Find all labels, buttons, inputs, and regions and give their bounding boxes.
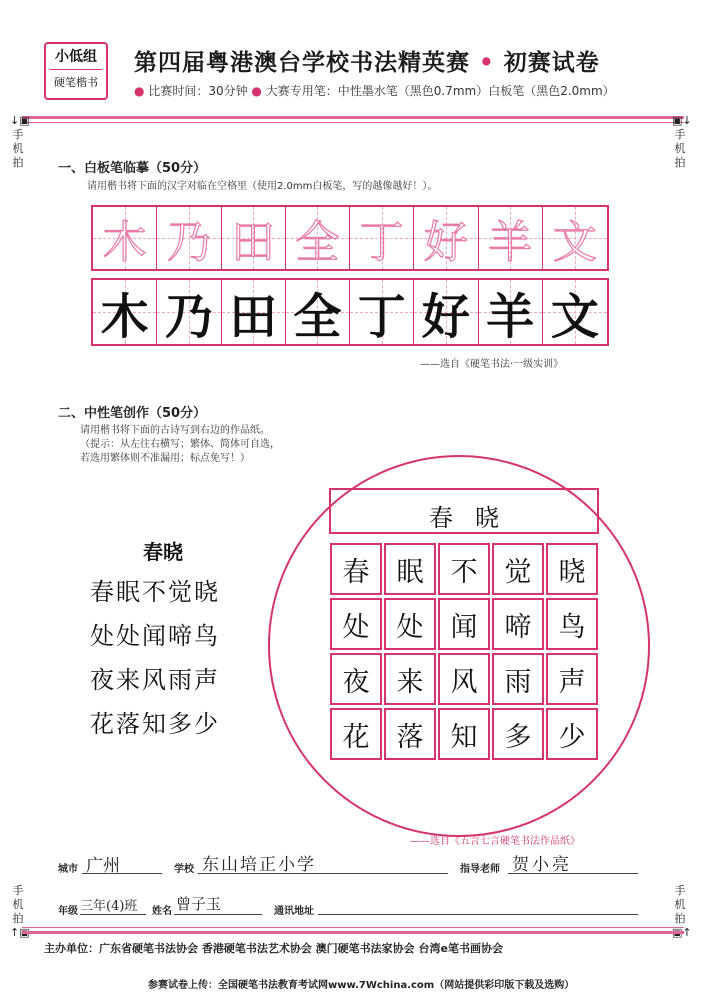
writing-cell[interactable]: 全 <box>286 280 350 344</box>
arrow-down-icon: ▣↓ <box>672 114 692 127</box>
writing-grid-row <box>91 278 609 346</box>
bullet-icon: ● <box>134 84 145 98</box>
group-label: 小低组 <box>55 49 97 65</box>
page-title <box>134 44 600 77</box>
artwork-cell[interactable]: 不 <box>438 543 490 595</box>
trace-cell[interactable]: 羊 <box>479 207 543 269</box>
city-value: 广州 <box>86 856 120 876</box>
name-label: 姓名 <box>152 906 172 917</box>
artwork-cell[interactable]: 春 <box>330 543 382 595</box>
trace-cell[interactable]: 田 <box>222 207 286 269</box>
header-rule-thin <box>22 122 684 123</box>
footer-rule-thick <box>22 931 684 934</box>
arrow-up-icon: ↑▣ <box>10 926 30 939</box>
writing-cell[interactable]: 乃 <box>157 280 221 344</box>
artwork-cell[interactable]: 鸟 <box>546 598 598 650</box>
side-text: 手机拍 <box>674 884 686 925</box>
teacher-value: 贺小亮 <box>512 855 572 875</box>
writing-cell[interactable]: 田 <box>222 280 286 344</box>
artwork-cell[interactable]: 雨 <box>492 653 544 705</box>
camera-icon: ▣ <box>19 926 30 939</box>
side-label-top-right <box>672 114 692 170</box>
artwork-cell[interactable]: 知 <box>438 708 490 760</box>
section1-heading: 一、白板笔临摹（50分） <box>58 161 207 176</box>
poem-line: 花落知多少 <box>90 710 220 738</box>
bullet-icon: ● <box>251 84 262 98</box>
header-rule-thick <box>22 116 684 119</box>
exam-info <box>134 82 615 99</box>
arrow-down-icon: ↓▣ <box>10 114 30 127</box>
arrow-up-icon: ▣↑ <box>672 926 692 939</box>
camera-icon: ▣ <box>672 926 683 939</box>
writing-cell[interactable]: 木 <box>93 280 157 344</box>
section2-instruction-2: （提示：从左往右横写；繁体、简体可自选， <box>80 439 280 450</box>
side-text: 手机拍 <box>12 128 24 169</box>
artwork-cell[interactable]: 声 <box>546 653 598 705</box>
poem-line: 处处闻啼鸟 <box>90 622 220 650</box>
side-label-top-left <box>10 114 30 170</box>
artwork-cell[interactable]: 风 <box>438 653 490 705</box>
artwork-title: 春晓 <box>429 504 521 532</box>
upload-footer: 参赛试卷上传：全国硬笔书法教育考试网www.7Wchina.com（网站提供彩印版下载及选购） <box>148 980 575 991</box>
poem-line: 夜来风雨声 <box>90 666 220 694</box>
artwork-cell[interactable]: 闻 <box>438 598 490 650</box>
trace-cell[interactable]: 木 <box>93 207 157 269</box>
section2-heading: 二、中性笔创作（50分） <box>58 406 207 421</box>
exam-pen: 大赛专用笔：中性墨水笔（黑色0.7mm）白板笔（黑色2.0mm） <box>265 84 615 98</box>
section2-source: ——选自《五言七言硬笔书法作品纸》 <box>410 836 580 847</box>
group-sub-label: 硬笔楷书 <box>54 76 98 89</box>
artwork-cell[interactable]: 来 <box>384 653 436 705</box>
artwork-cell[interactable]: 处 <box>384 598 436 650</box>
camera-icon: ▣ <box>19 114 30 127</box>
artwork-cell[interactable]: 少 <box>546 708 598 760</box>
section1-instruction: 请用楷书将下面的汉字对临在空格里（使用2.0mm白板笔，写的越像越好！）。 <box>87 181 438 192</box>
artwork-cell[interactable]: 觉 <box>492 543 544 595</box>
trace-cell[interactable]: 乃 <box>157 207 221 269</box>
address-label: 通讯地址 <box>274 906 314 917</box>
camera-icon: ▣ <box>672 114 683 127</box>
artwork-cell[interactable]: 花 <box>330 708 382 760</box>
name-value: 曾子玉 <box>176 895 222 913</box>
artwork-cell[interactable]: 晓 <box>546 543 598 595</box>
trace-cell[interactable]: 文 <box>543 207 607 269</box>
grade-label: 年级 <box>58 906 78 917</box>
title-suffix: 初赛试卷 <box>503 49 600 76</box>
title-main: 第四届粤港澳台学校书法精英赛 <box>134 49 470 76</box>
writing-cell[interactable]: 羊 <box>479 280 543 344</box>
artwork-cell[interactable]: 处 <box>330 598 382 650</box>
side-text: 手机拍 <box>674 128 686 169</box>
section2-instruction-1: 请用楷书将下面的古诗写到右边的作品纸。 <box>80 425 270 436</box>
writing-cell[interactable]: 文 <box>543 280 607 344</box>
artwork-cell[interactable]: 啼 <box>492 598 544 650</box>
artwork-cell[interactable]: 夜 <box>330 653 382 705</box>
artwork-cell[interactable]: 落 <box>384 708 436 760</box>
trace-cell[interactable]: 全 <box>286 207 350 269</box>
section1-source: ——选自《硬笔书法·一级实训》 <box>420 359 564 370</box>
artwork-title-box[interactable] <box>329 488 599 534</box>
group-badge <box>44 42 108 100</box>
group-divider <box>50 69 102 70</box>
grade-value: 三年(4)班 <box>80 899 138 914</box>
side-text: 手机拍 <box>12 884 24 925</box>
address-field[interactable] <box>318 913 638 915</box>
teacher-label: 指导老师 <box>460 864 500 875</box>
organizers: 主办单位：广东省硬笔书法协会 香港硬笔书法艺术协会 澳门硬笔书法家协会 台湾e笔书画协会 <box>44 942 503 955</box>
exam-time: 比赛时间：30分钟 <box>148 84 248 98</box>
school-label: 学校 <box>174 864 194 875</box>
school-value: 东山培正小学 <box>202 855 316 875</box>
footer-rule-thin <box>22 927 684 928</box>
title-dot: • <box>479 49 495 76</box>
writing-cell[interactable]: 好 <box>414 280 478 344</box>
writing-cell[interactable]: 丁 <box>350 280 414 344</box>
artwork-cell[interactable]: 多 <box>492 708 544 760</box>
poem-title: 春晓 <box>143 540 183 564</box>
section2-instruction-3: 若选用繁体则不准漏用；标点免写！） <box>80 453 250 464</box>
trace-cell[interactable]: 丁 <box>350 207 414 269</box>
poem-line: 春眠不觉晓 <box>90 578 220 606</box>
city-label: 城市 <box>58 864 78 875</box>
trace-grid-row <box>91 205 609 271</box>
trace-cell[interactable]: 好 <box>414 207 478 269</box>
artwork-cell[interactable]: 眠 <box>384 543 436 595</box>
